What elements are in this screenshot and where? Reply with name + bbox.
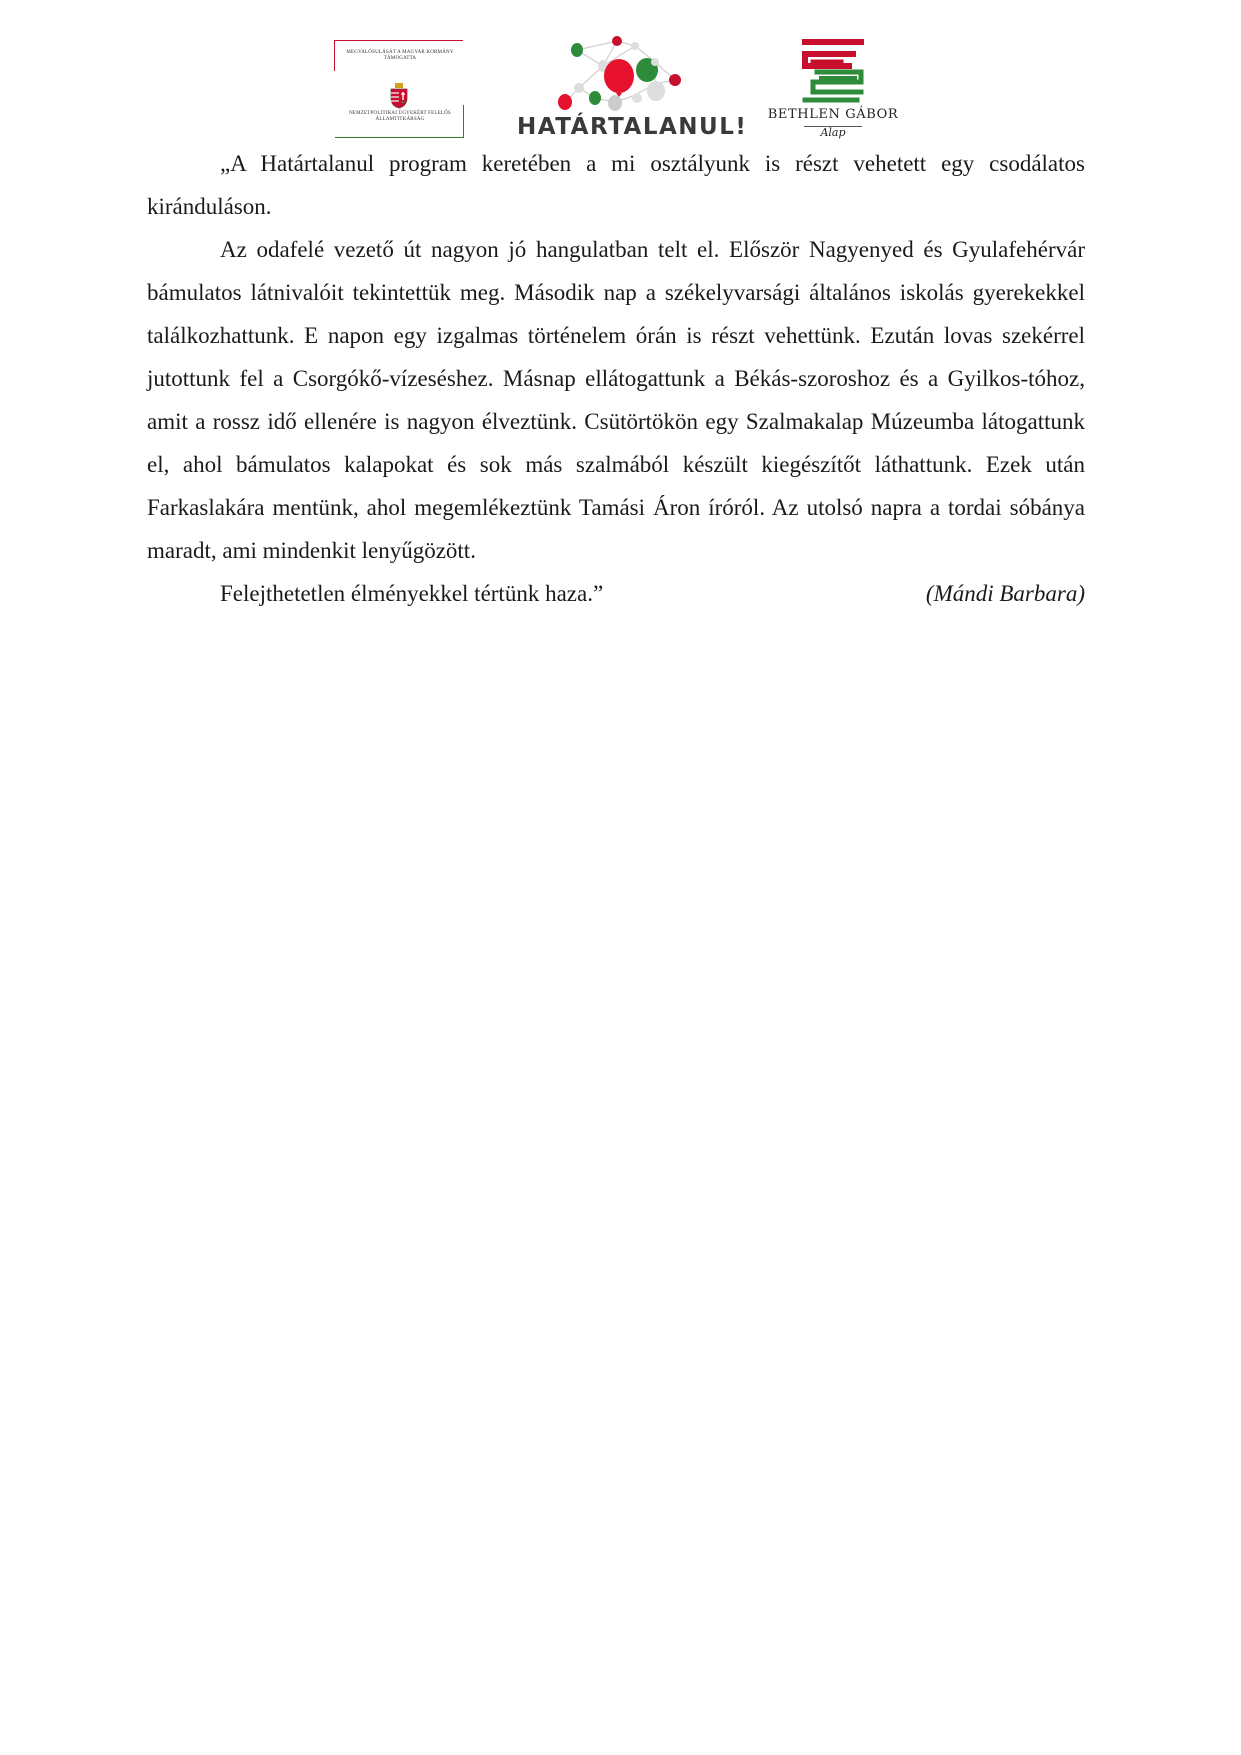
ministry-logo-text-top: MEGVALÓSULÁSÁT A MAGYAR KORMÁNY TÁMOGATTA	[346, 50, 454, 61]
paragraph-2: Az odafelé vezető út nagyon jó hangulatban telt el. Először Nagyenyed és Gyulafehérvár bámulatos látnivalóit tekintettük meg. Második nap a székelyvarsági általános iskolás gyerekekkel találkozhattunk. E napon egy izgalmas történelem órán is részt vehettünk. Ezután lovas szekérrel jutottunk fel a Csorgókő-vízeséshez. Másnap ellátogattunk a Békás-szoroshoz és a Gyilkos-tóhoz, amit a rossz idő ellenére is nagyon élveztünk. Csütörtökön egy Szalmakalap Múzeumba látogattunk el, ahol bámulatos kalapokat és sok más szalmából készült kiegészítőt láthattunk. Ezek után Farkaslakára mentünk, ahol megemlékeztünk Tamási Áron íróról. Az utolsó napra a tordai sóbánya maradt, ami mindenkit lenyűgözött.	[147, 237, 1085, 563]
paragraph-3: Felejthetetlen élményekkel tértünk haza.”	[220, 581, 604, 606]
ministry-logo-text-bottom: NEMZETPOLITIKAI ÜGYEKÉRT FELELŐS ÁLLAMTITKÁRSÁG	[349, 111, 451, 122]
bethlen-emblem-icon	[801, 38, 865, 104]
bethlen-gabor-name: BETHLEN GÁBOR	[767, 107, 899, 122]
article-body	[147, 142, 1085, 615]
ministry-logo	[334, 40, 464, 138]
author-signature: (Mándi Barbara)	[925, 581, 1085, 606]
hungarian-coat-of-arms-icon	[389, 83, 409, 109]
closing-line	[147, 572, 1085, 615]
balloons-network-icon	[555, 36, 685, 114]
logo-header	[0, 36, 1241, 142]
hatartalanul-logo	[517, 36, 748, 142]
bethlen-alap-subtitle: Alap	[820, 126, 846, 139]
paragraph-1: „A Határtalanul program keretében a mi osztályunk is részt vehetett egy csodálatos kiránduláson.	[147, 151, 1085, 219]
hatartalanul-wordmark: HATÁRTALANUL!	[517, 114, 748, 140]
bethlen-gabor-alap-logo	[760, 38, 906, 142]
